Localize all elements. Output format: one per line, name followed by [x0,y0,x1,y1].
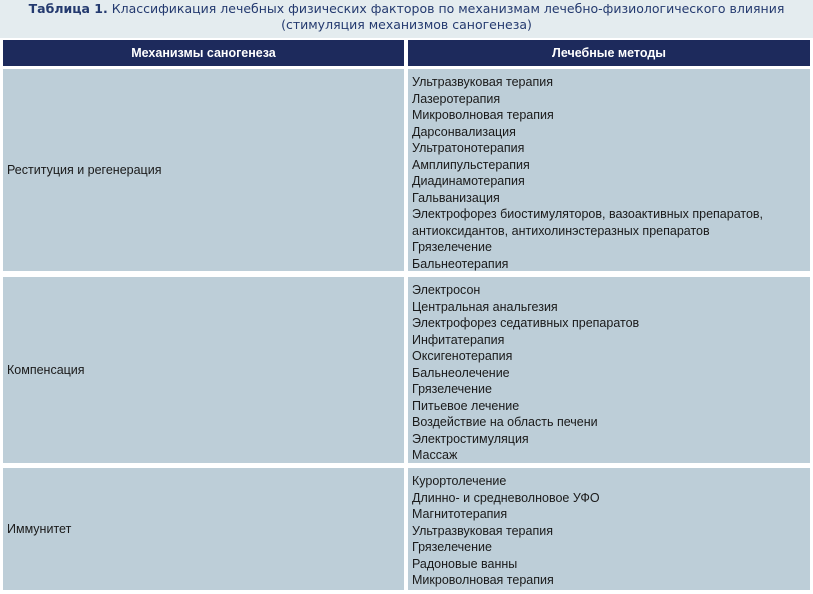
table-row [0,69,813,271]
method-item: Лазеротерапия [412,91,501,106]
mechanism-cell [3,277,404,463]
method-item: Бальнеотерапия [412,256,509,271]
method-item: Ультразвуковая терапия [412,523,553,538]
method-item: Инфитатерапия [412,332,505,347]
method-item: Микроволновая терапия [412,573,554,587]
method-item: Амплипульстерапия [412,157,530,172]
mechanism-label: Реституция и регенерация [7,163,162,177]
method-item: Электрофорез седативных препаратов [412,316,640,330]
method-item: Микроволновая терапия [412,108,554,122]
method-item: Грязелечение [412,382,492,396]
caption-line-1 [0,1,813,17]
method-item: Массаж [412,448,458,462]
method-item: Длинно- и средневолновое УФО [412,490,600,505]
method-item: Ультратонотерапия [412,141,525,155]
method-item: Диадинамотерапия [412,174,525,188]
column-header-mechanisms: Механизмы саногенеза [3,40,404,66]
table-row [0,277,813,463]
mechanism-cell [3,69,404,271]
method-item: Курортолечение [412,474,507,488]
methods-cell [408,69,810,271]
caption-title: Классификация лечебных физических факторов по механизмам лечебно-физиологического влияния [111,1,785,16]
method-item: Дарсонвализация [412,124,516,139]
method-item: Центральная анальгезия [412,299,558,314]
method-item: Бальнеолечение [412,365,510,380]
table-header [0,40,813,66]
method-item: Гальванизация [412,190,500,205]
mechanism-label: Иммунитет [7,522,72,536]
methods-cell [408,468,810,590]
method-item: Воздействие на область печени [412,415,598,429]
method-item: Грязелечение [412,540,492,554]
table-caption [0,0,813,38]
method-item: Электростимуляция [412,431,529,446]
methods-list [412,282,804,464]
method-item: Грязелечение [412,240,492,254]
method-item: Магнитотерапия [412,507,508,521]
caption-label: Таблица 1. [28,1,108,16]
methods-list [412,74,804,272]
method-item: Радоновые ванны [412,556,518,571]
mechanism-cell [3,468,404,590]
methods-cell [408,277,810,463]
column-header-methods: Лечебные методы [408,40,810,66]
methods-list [412,473,804,589]
method-item: Питьевое лечение [412,398,520,413]
caption-line-2: (стимуляция механизмов саногенеза) [281,17,532,32]
table-row [0,468,813,590]
method-item: Электрофорез биостимуляторов, вазоактивных препаратов, антиоксидантов, антихолинэстеразных препаратов [412,207,764,238]
mechanism-label: Компенсация [7,363,85,377]
method-item: Ультразвуковая терапия [412,75,553,89]
method-item: Электросон [412,283,481,297]
method-item: Оксигенотерапия [412,349,513,363]
